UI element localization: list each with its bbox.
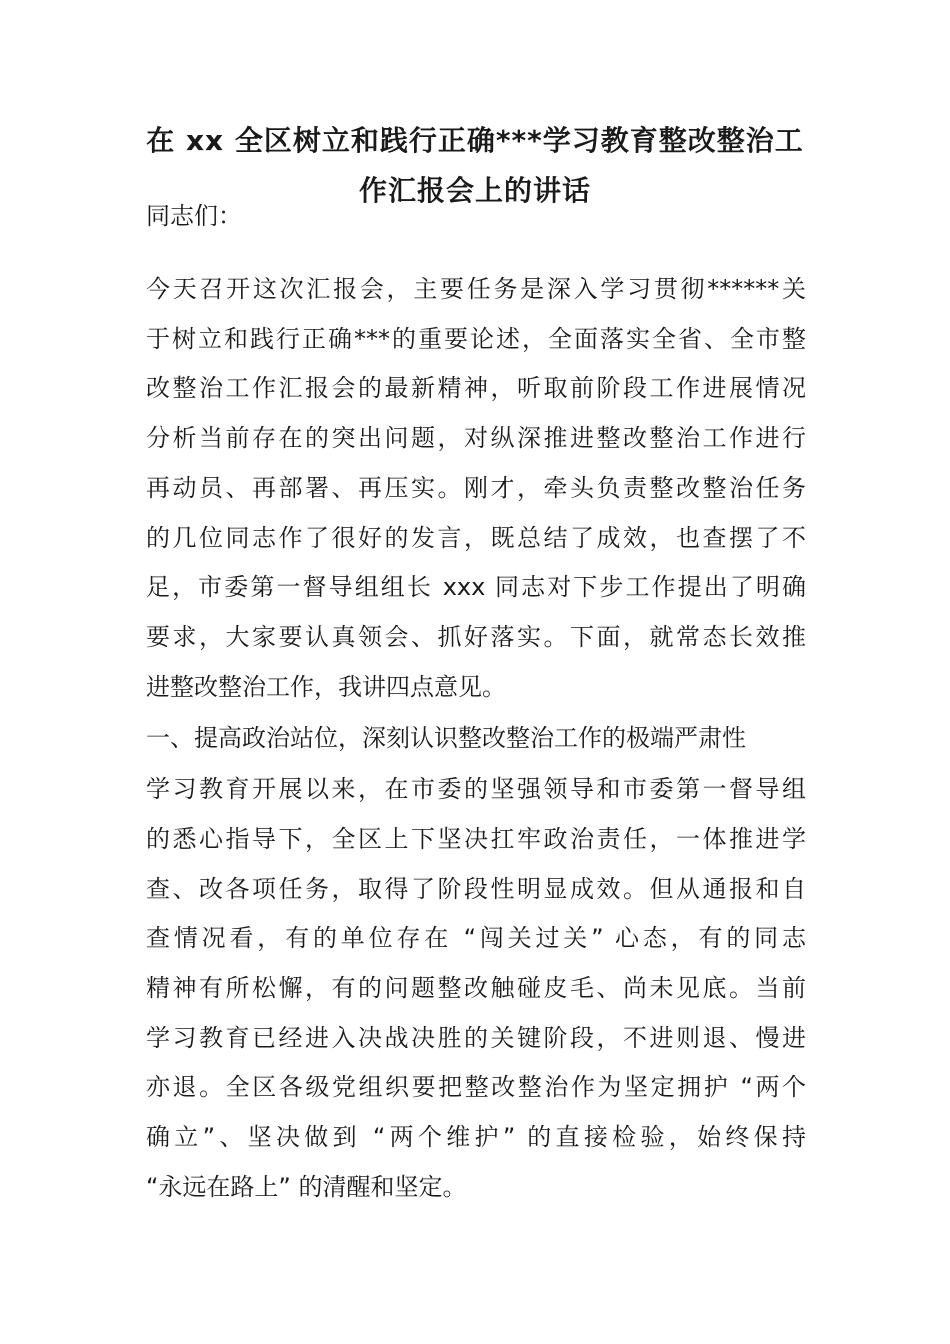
- paragraph-2-line-3: 查、改各项任务，取得了阶段性明显成效。但从通报和自: [146, 875, 806, 903]
- paragraph-2-line-2: 的悉心指导下，全区上下坚决扛牢政治责任，一体推进学: [146, 825, 806, 853]
- paragraph-2-line-1: 学习教育开展以来，在市委的坚强领导和市委第一督导组: [146, 775, 806, 803]
- paragraph-1-line-6: 的几位同志作了很好的发言，既总结了成效，也查摆了不: [146, 524, 806, 552]
- document-title-line-2: 作汇报会上的讲话: [358, 174, 591, 207]
- document-title-line-1: 在 xx 全区树立和践行正确***学习教育整改整治工: [146, 124, 804, 157]
- section-1-heading: 一、提高政治站位，深刻认识整改整治工作的极端严肃性: [146, 724, 746, 752]
- paragraph-1-line-5: 再动员、再部署、再压实。刚才，牵头负责整改整治任务: [146, 474, 806, 502]
- paragraph-1-line-3: 改整治工作汇报会的最新精神，听取前阶段工作进展情况: [146, 374, 806, 402]
- paragraph-2-line-4: 查情况看，有的单位存在 “闯关过关” 心态，有的同志: [146, 924, 806, 952]
- paragraph-2-line-9: “永远在路上” 的清醒和坚定。: [146, 1173, 467, 1201]
- paragraph-2-line-6: 学习教育已经进入决战决胜的关键阶段，不进则退、慢进: [146, 1024, 806, 1052]
- paragraph-1-line-8: 要求，大家要认真领会、抓好落实。下面，就常态长效推: [146, 623, 806, 651]
- paragraph-1-line-9: 进整改整治工作，我讲四点意见。: [146, 673, 506, 701]
- paragraph-2-line-7: 亦退。全区各级党组织要把整改整治作为坚定拥护 “两个: [146, 1073, 806, 1101]
- paragraph-2-line-8: 确立”、坚决做到 “两个维护” 的直接检验，始终保持: [146, 1123, 806, 1151]
- paragraph-1-line-2: 于树立和践行正确***的重要论述，全面落实全省、全市整: [146, 325, 806, 353]
- salutation: 同志们：: [146, 202, 242, 230]
- paragraph-1-line-7: 足，市委第一督导组组长 xxx 同志对下步工作提出了明确: [146, 573, 806, 601]
- paragraph-2-line-5: 精神有所松懈，有的问题整改触碰皮毛、尚未见底。当前: [146, 974, 806, 1002]
- paragraph-1-line-1: 今天召开这次汇报会，主要任务是深入学习贯彻******关: [146, 275, 806, 303]
- paragraph-1-line-4: 分析当前存在的突出问题，对纵深推进整改整治工作进行: [146, 424, 806, 452]
